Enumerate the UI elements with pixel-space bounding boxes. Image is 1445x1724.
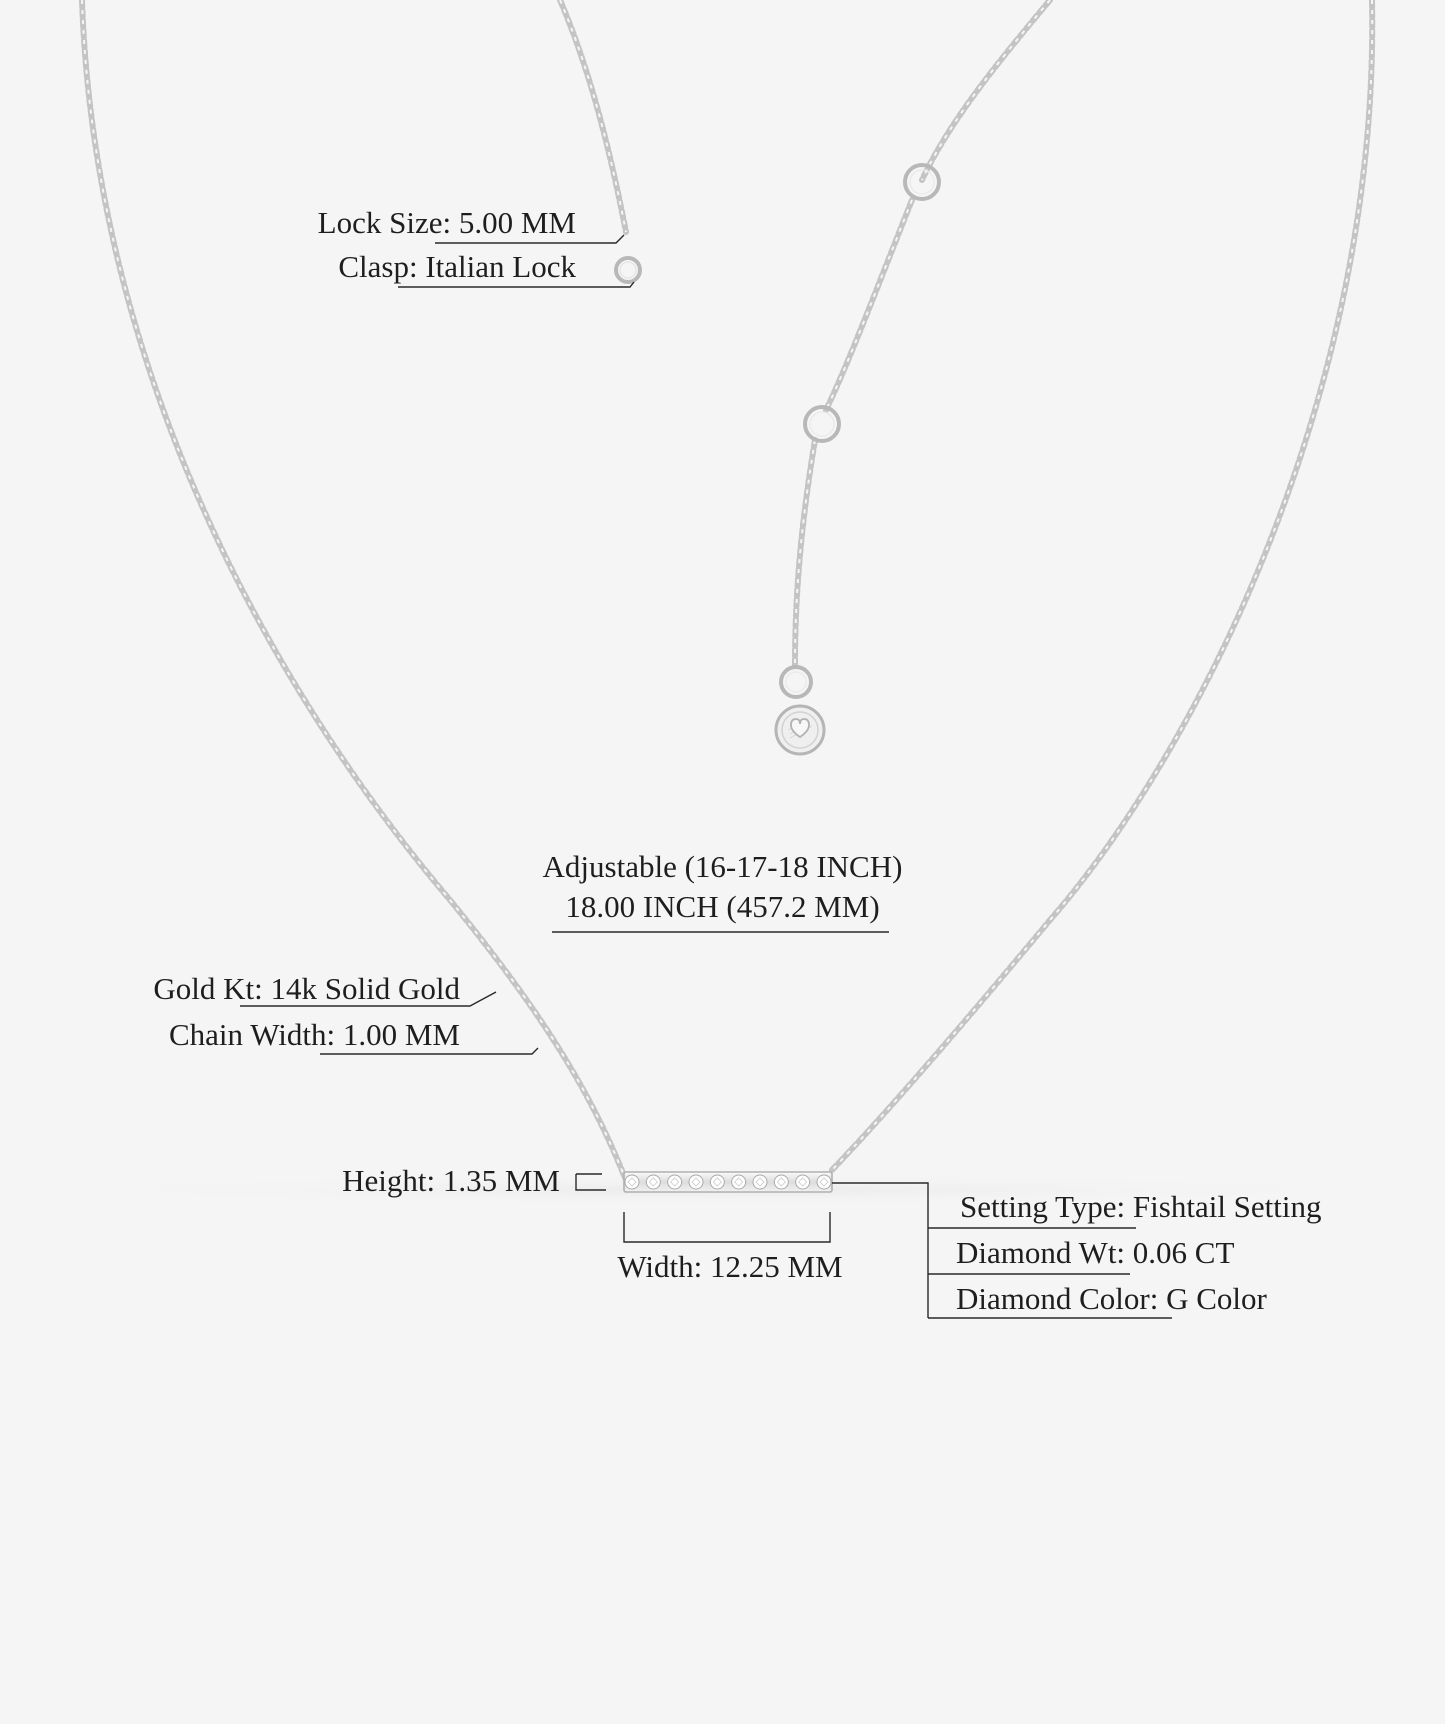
width-key: Width:: [617, 1249, 703, 1284]
diamond-wt-value: 0.06 CT: [1132, 1235, 1235, 1270]
chain-width-key: Chain Width:: [169, 1017, 336, 1052]
diamond-stone: [753, 1175, 767, 1189]
diamond-stone: [689, 1175, 703, 1189]
leader-lines: [240, 235, 1172, 1318]
bar-pendant: [624, 1172, 832, 1192]
diamond-stone: [646, 1175, 660, 1189]
diamond-color-key: Diamond Color:: [956, 1281, 1159, 1316]
clasp-spec: [230, 250, 576, 284]
length-line-1: Adjustable (16-17-18 INCH): [542, 849, 903, 884]
width-spec: [560, 1250, 900, 1284]
diamond-wt-spec: [956, 1236, 1234, 1270]
diamond-stone: [796, 1175, 810, 1189]
length-line-2: 18.00 INCH (457.2 MM): [565, 889, 880, 924]
width-value: 12.25 MM: [709, 1249, 843, 1284]
height-value: 1.35 MM: [442, 1163, 560, 1198]
chain-width-value: 1.00 MM: [342, 1017, 460, 1052]
diamond-stone: [668, 1175, 682, 1189]
setting-type-key: Setting Type:: [960, 1189, 1126, 1224]
height-key: Height:: [342, 1163, 436, 1198]
lock-size-value: 5.00 MM: [458, 205, 576, 240]
lock-size-spec: [230, 206, 576, 240]
diamond-stone: [817, 1175, 831, 1189]
diamond-stone: [625, 1175, 639, 1189]
diamond-color-value: G Color: [1166, 1281, 1267, 1316]
diamond-wt-key: Diamond Wt:: [956, 1235, 1126, 1270]
chain-right: [832, 0, 1372, 1170]
clasp-value: Italian Lock: [425, 249, 576, 284]
diamond-stone: [710, 1175, 724, 1189]
diamond-stone: [732, 1175, 746, 1189]
chain-width-spec: [100, 1018, 460, 1052]
diamond-color-spec: [956, 1282, 1267, 1316]
extender-chain: [922, 0, 1050, 180]
heart-tag-icon: [776, 706, 824, 754]
setting-type-spec: [960, 1190, 1322, 1224]
gold-kt-key: Gold Kt:: [153, 971, 263, 1006]
gold-kt-spec: [100, 972, 460, 1006]
chain-to-clasp: [560, 0, 626, 232]
gold-kt-value: 14k Solid Gold: [270, 971, 460, 1006]
diamond-stone: [774, 1175, 788, 1189]
clasp-key: Clasp:: [338, 249, 418, 284]
lock-size-key: Lock Size:: [317, 205, 452, 240]
height-spec: [260, 1164, 560, 1198]
setting-type-value: Fishtail Setting: [1132, 1189, 1322, 1224]
